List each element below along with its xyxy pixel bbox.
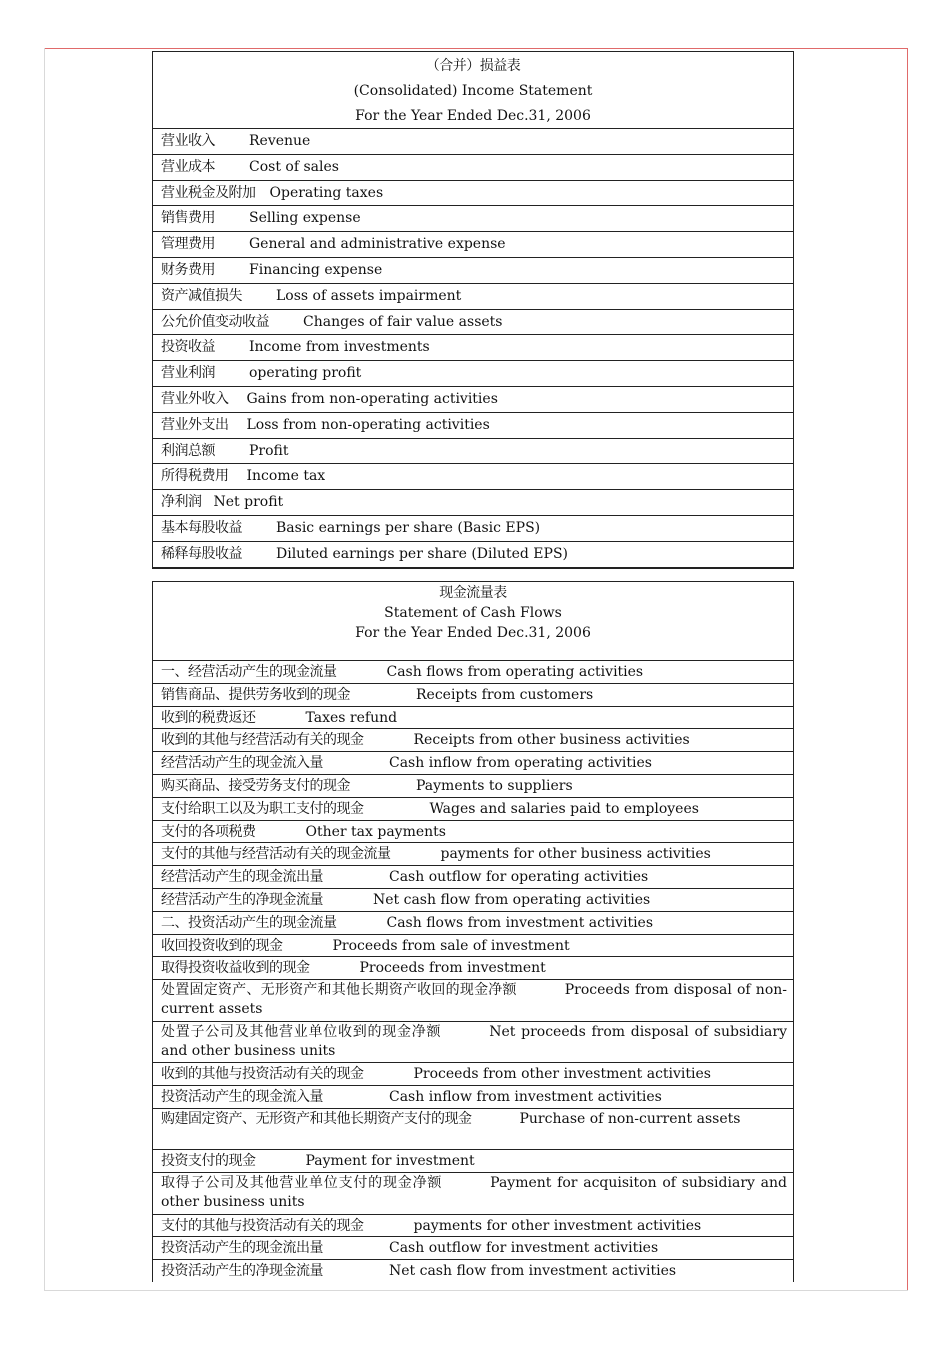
cash-row-label-cn: 经营活动产生的现金流入量	[161, 755, 323, 772]
cash-row-label-cn: 投资活动产生的净现金流量	[161, 1263, 323, 1280]
cash-row-label-en: Proceeds from other investment activities	[413, 1066, 711, 1083]
income-row	[153, 129, 793, 155]
cash-row-label-en: Cash inflow from operating activities	[389, 755, 652, 772]
cash-row-label-cn: 处置固定资产、无形资产和其他长期资产收回的现金净额	[161, 982, 517, 999]
cash-row-label-en: Cash outflow for operating activities	[389, 869, 649, 886]
cash-row-label-en: Proceeds from investment	[359, 960, 546, 977]
income-row-label-en: Cost of sales	[249, 158, 339, 175]
cash-row-label-en: Proceeds from sale of investment	[332, 937, 570, 954]
income-row	[153, 181, 793, 207]
cash-row-label-en: Payment for acquisiton of subsidiary and other business units	[161, 1175, 787, 1211]
income-row-label-en: Operating taxes	[269, 184, 384, 201]
cash-row-label-cn: 投资支付的现金	[161, 1153, 256, 1170]
cash-row	[153, 729, 793, 752]
page-frame-left-edge	[44, 48, 45, 1291]
cash-row-label-en: Cash flows from investment activities	[386, 914, 654, 931]
cash-row	[153, 684, 793, 707]
cash-row	[153, 1022, 793, 1064]
cash-row-label-cn: 一、经营活动产生的现金流量	[161, 664, 337, 680]
cash-row-label-en: Proceeds from disposal of non-current assets	[161, 982, 787, 1018]
cash-row	[153, 661, 793, 684]
cash-row-label-cn: 取得投资收益收到的现金	[161, 960, 310, 977]
cash-row-label-cn: 购买商品、接受劳务支付的现金	[161, 777, 350, 794]
cash-row	[153, 1237, 793, 1260]
cash-row-label-cn: 投资活动产生的现金流入量	[161, 1088, 323, 1105]
income-row-label-cn: 基本每股收益	[161, 519, 242, 536]
cash-row-label-en: payments for other investment activities	[413, 1217, 702, 1234]
cash-row	[153, 775, 793, 798]
cash-row-label-en: Other tax payments	[305, 823, 446, 840]
income-row-label-en: Changes of fair value assets	[303, 313, 503, 330]
income-title-en: (Consolidated) Income Statement	[353, 83, 593, 99]
income-row	[153, 439, 793, 465]
cash-flow-rows	[153, 661, 793, 1282]
income-row-label-en: operating profit	[249, 365, 362, 382]
cash-flow-header	[153, 582, 793, 661]
income-row-label-en: Loss from non-operating activities	[246, 416, 490, 433]
income-row-label-en: Gains from non-operating activities	[246, 390, 498, 407]
cash-row-label-cn: 支付的其他与投资活动有关的现金	[161, 1217, 364, 1234]
income-row-label-cn: 资产减值损失	[161, 287, 242, 304]
cash-row-label-en: Purchase of non-current assets	[519, 1110, 741, 1127]
income-row-label-en: Income tax	[246, 468, 326, 485]
income-row	[153, 490, 793, 516]
cash-row-label-cn: 收到的税费返还	[161, 709, 256, 726]
income-row-label-en: Loss of assets impairment	[276, 287, 462, 304]
cash-row-label-cn: 二、投资活动产生的现金流量	[161, 914, 337, 931]
income-row	[153, 310, 793, 336]
cash-row-label-en: Net proceeds from disposal of subsidiary and other business units	[161, 1023, 787, 1059]
cash-row-label-cn: 投资活动产生的现金流出量	[161, 1240, 323, 1257]
cash-row-label-cn: 销售商品、提供劳务收到的现金	[161, 686, 350, 703]
cash-title-cn: 现金流量表	[439, 585, 507, 601]
cash-row	[153, 1173, 793, 1215]
income-row	[153, 335, 793, 361]
cash-row-label-cn: 收到的其他与经营活动有关的现金	[161, 732, 364, 749]
income-row	[153, 232, 793, 258]
income-row	[153, 361, 793, 387]
cash-row-label-cn: 取得子公司及其他营业单位支付的现金净额	[161, 1175, 443, 1192]
cash-row	[153, 752, 793, 775]
cash-row-label-en: Payment for investment	[305, 1153, 475, 1170]
cash-title-en: Statement of Cash Flows	[384, 605, 562, 621]
cash-period: For the Year Ended Dec.31, 2006	[355, 625, 591, 641]
income-row-label-cn: 所得税费用	[161, 468, 229, 485]
cash-row-label-en: Net cash flow from operating activities	[373, 891, 651, 908]
income-row-label-cn: 稀释每股收益	[161, 545, 242, 562]
income-row-label-en: Income from investments	[249, 339, 430, 356]
cash-row-label-en: Taxes refund	[305, 709, 398, 726]
income-title-cn: （合并）损益表	[425, 58, 521, 74]
cash-row-label-cn: 支付的各项税费	[161, 823, 256, 840]
income-row	[153, 516, 793, 542]
cash-row-label-cn: 经营活动产生的净现金流量	[161, 891, 323, 908]
cash-row-label-cn: 收回投资收到的现金	[161, 937, 283, 954]
income-statement-table	[152, 51, 794, 569]
income-row-label-en: Revenue	[249, 133, 311, 149]
cash-row	[153, 889, 793, 912]
income-statement-header	[153, 52, 793, 129]
cash-row-label-en: Net cash flow from investment activities	[389, 1263, 677, 1280]
income-row	[153, 155, 793, 181]
cash-row-label-cn: 支付给职工以及为职工支付的现金	[161, 800, 364, 817]
cash-row-label-cn: 处置子公司及其他营业单位收到的现金净额	[161, 1023, 442, 1040]
cash-row	[153, 798, 793, 821]
cash-row	[153, 1063, 793, 1086]
cash-row	[153, 1109, 793, 1151]
income-row-label-cn: 营业成本	[161, 158, 215, 175]
income-row	[153, 542, 793, 568]
cash-row	[153, 957, 793, 980]
income-row-label-cn: 销售费用	[161, 210, 215, 227]
cash-row	[153, 1150, 793, 1173]
income-row-label-cn: 营业利润	[161, 365, 215, 382]
cash-row	[153, 935, 793, 958]
cash-row-label-en: Cash inflow from investment activities	[389, 1088, 662, 1105]
cash-row	[153, 980, 793, 1022]
income-row-label-cn: 营业税金及附加	[161, 184, 256, 201]
cash-row	[153, 707, 793, 730]
cash-row-label-cn: 购建固定资产、无形资产和其他长期资产支付的现金	[161, 1110, 472, 1127]
income-row-label-en: Net profit	[213, 494, 284, 511]
income-row-label-cn: 公允价值变动收益	[161, 313, 269, 330]
cash-row-label-cn: 收到的其他与投资活动有关的现金	[161, 1066, 364, 1083]
cash-row-label-en: payments for other business activities	[440, 846, 711, 863]
cash-row-label-en: Receipts from other business activities	[413, 732, 690, 749]
cash-flow-table	[152, 581, 794, 1282]
income-row	[153, 258, 793, 284]
cash-row	[153, 843, 793, 866]
income-row	[153, 413, 793, 439]
income-row-label-cn: 投资收益	[161, 339, 215, 356]
income-row	[153, 387, 793, 413]
income-row-label-en: Profit	[249, 442, 289, 459]
income-row-label-cn: 营业外支出	[161, 416, 229, 433]
income-row-label-cn: 利润总额	[161, 442, 215, 459]
income-period: For the Year Ended Dec.31, 2006	[355, 108, 591, 124]
cash-row	[153, 1086, 793, 1109]
income-row-label-en: Diluted earnings per share (Diluted EPS)	[276, 545, 568, 562]
cash-row-label-en: Payments to suppliers	[416, 777, 573, 794]
income-row-label-en: Basic earnings per share (Basic EPS)	[276, 519, 541, 536]
cash-row-label-en: Cash flows from operating activities	[386, 664, 644, 680]
cash-row-label-en: Wages and salaries paid to employees	[429, 800, 699, 817]
cash-row	[153, 1260, 793, 1282]
income-row-label-cn: 营业外收入	[161, 390, 229, 407]
cash-row-label-cn: 支付的其他与经营活动有关的现金流量	[161, 846, 391, 863]
cash-row	[153, 1215, 793, 1238]
income-row-label-en: Selling expense	[249, 210, 361, 227]
income-row-label-en: Financing expense	[249, 261, 383, 278]
income-row	[153, 464, 793, 490]
cash-row	[153, 866, 793, 889]
cash-row-label-en: Cash outflow for investment activities	[389, 1240, 659, 1257]
income-row-label-cn: 营业收入	[161, 133, 215, 149]
cash-row	[153, 821, 793, 844]
cash-row-label-en: Receipts from customers	[416, 686, 594, 703]
income-row-label-cn: 净利润	[161, 494, 202, 511]
income-row-label-cn: 管理费用	[161, 236, 215, 253]
cash-row-label-cn: 经营活动产生的现金流出量	[161, 869, 323, 886]
income-row	[153, 284, 793, 310]
income-row	[153, 206, 793, 232]
income-row-label-cn: 财务费用	[161, 261, 215, 278]
cash-row	[153, 912, 793, 935]
page-frame-bottom-edge	[44, 1290, 908, 1291]
income-statement-rows	[153, 129, 793, 568]
income-row-label-en: General and administrative expense	[249, 236, 506, 253]
